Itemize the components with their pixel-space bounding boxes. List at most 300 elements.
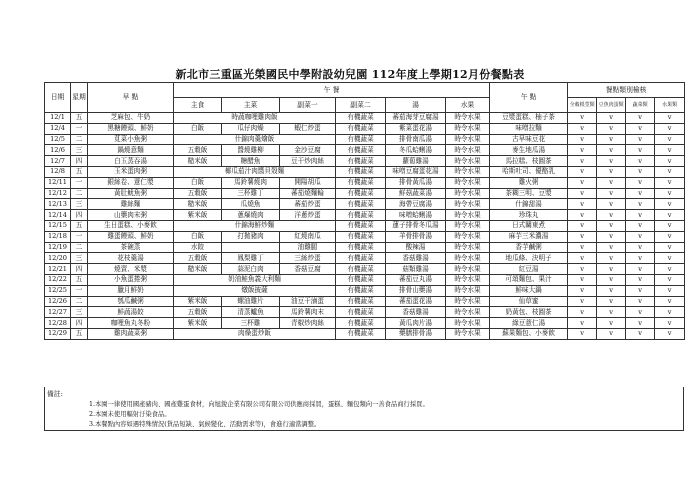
table-row (45, 177, 685, 188)
staple-cell: 白飯 (174, 177, 222, 188)
check-mark-cell: v (626, 177, 655, 188)
table-row (45, 188, 685, 199)
check-mark-cell: v (568, 145, 597, 156)
note-line: 2.本園未使用輻射汙染食品。 (89, 411, 171, 418)
check-mark-cell: v (597, 274, 626, 285)
check-mark-cell: v (597, 242, 626, 253)
weekday-cell: 三 (71, 145, 88, 156)
check-mark-cell: v (626, 328, 655, 339)
afternoon-snack-cell: 哈斯吐司、優酪乳 (490, 166, 568, 177)
afternoon-snack-cell: 香芋鹹粥 (490, 242, 568, 253)
side1-cell: 蝦仁炒蛋 (280, 123, 336, 134)
date-cell: 12/8 (45, 166, 71, 177)
table-row (45, 156, 685, 167)
table-row (45, 318, 685, 329)
check-mark-cell: v (568, 113, 597, 124)
side2-cell: 有機蔬菜 (336, 274, 386, 285)
afternoon-snack-cell: 綠豆薏仁湯 (490, 318, 568, 329)
staple-cell: 五穀飯 (174, 253, 222, 264)
soup-cell: 蘿蔔雞湯 (386, 156, 446, 167)
side2-cell: 有機蔬菜 (336, 285, 386, 296)
table-row (45, 231, 685, 242)
breakfast-cell: 雞絲麵 (88, 199, 174, 210)
header-fruit: 水果 (446, 98, 490, 113)
afternoon-snack-cell: 味噌拉麵 (490, 123, 568, 134)
side2-cell: 有機蔬菜 (336, 199, 386, 210)
breakfast-cell: 黃肚魷魚粥 (88, 188, 174, 199)
breakfast-cell: 生日蛋糕、小麥飲 (88, 220, 174, 231)
afternoon-snack-cell: 馬拉糕、枝圓茶 (490, 156, 568, 167)
weekday-cell: 三 (71, 307, 88, 318)
side1-cell: 青椒炒肉絲 (280, 318, 336, 329)
weekday-cell: 一 (71, 285, 88, 296)
table-row (45, 210, 685, 221)
side2-cell: 有機蔬菜 (336, 231, 386, 242)
fruit-cell: 時令水果 (446, 123, 490, 134)
header-side2: 副菜二 (336, 98, 386, 113)
date-cell: 12/28 (45, 318, 71, 329)
soup-cell: 排骨南瓜湯 (386, 134, 446, 145)
date-cell: 12/15 (45, 220, 71, 231)
table-row (45, 145, 685, 156)
weekday-cell: 四 (71, 264, 88, 275)
table-row (45, 285, 685, 296)
check-mark-cell: v (597, 220, 626, 231)
notes-box (44, 387, 684, 431)
breakfast-cell: 小魚蛋捲粥 (88, 274, 174, 285)
afternoon-snack-cell: 雞火粥 (490, 177, 568, 188)
soup-cell: 蕃茄海芽豆腐湯 (386, 113, 446, 124)
table-row (45, 328, 685, 339)
header-check-grains: 全穀根莖類 (568, 98, 597, 113)
fruit-cell: 時令水果 (446, 199, 490, 210)
check-mark-cell: v (626, 134, 655, 145)
table-row (45, 307, 685, 318)
date-cell: 12/27 (45, 307, 71, 318)
check-mark-cell: v (568, 188, 597, 199)
check-mark-cell: v (626, 285, 655, 296)
check-mark-cell: v (655, 156, 685, 167)
soup-cell: 蕃茄豆丸湯 (386, 274, 446, 285)
menu-table (44, 82, 685, 340)
afternoon-snack-cell: 奶黃包、枝圓茶 (490, 307, 568, 318)
side2-cell: 有機蔬菜 (336, 177, 386, 188)
fruit-cell: 時令水果 (446, 318, 490, 329)
weekday-cell: 二 (71, 296, 88, 307)
check-mark-cell: v (655, 210, 685, 221)
lunch-combined-cell: 燉飯披薩 (174, 285, 336, 296)
weekday-cell: 一 (71, 123, 88, 134)
check-mark-cell: v (655, 285, 685, 296)
check-mark-cell: v (568, 274, 597, 285)
side2-cell: 有機蔬菜 (336, 166, 386, 177)
check-mark-cell: v (597, 231, 626, 242)
breakfast-cell: 雞肉蔬菜粥 (88, 328, 174, 339)
weekday-cell: 五 (71, 220, 88, 231)
side1-cell: 洋蔥炒蛋 (280, 210, 336, 221)
table-row (45, 113, 685, 124)
check-mark-cell: v (568, 156, 597, 167)
fruit-cell: 時令水果 (446, 166, 490, 177)
check-mark-cell: v (626, 296, 655, 307)
check-mark-cell: v (597, 307, 626, 318)
date-cell: 12/5 (45, 134, 71, 145)
check-mark-cell: v (568, 296, 597, 307)
afternoon-snack-cell: 什錦甜湯 (490, 199, 568, 210)
soup-cell: 黃瓜肉片湯 (386, 318, 446, 329)
check-mark-cell: v (597, 113, 626, 124)
lunch-combined-cell: 肉燥蛋炒飯 (174, 328, 336, 339)
check-mark-cell: v (568, 253, 597, 264)
side2-cell: 有機蔬菜 (336, 188, 386, 199)
page-title: 新北市三重區光榮國民中學附設幼兒園 112年度上學期12月份餐點表 (175, 68, 525, 81)
check-mark-cell: v (626, 242, 655, 253)
check-mark-cell: v (568, 177, 597, 188)
side2-cell: 有機蔬菜 (336, 318, 386, 329)
afternoon-snack-cell: 鮮味大鍋 (490, 285, 568, 296)
check-mark-cell: v (568, 199, 597, 210)
check-mark-cell: v (597, 210, 626, 221)
soup-cell: 藥膳排骨湯 (386, 328, 446, 339)
check-mark-cell: v (568, 307, 597, 318)
staple-cell: 水餃 (174, 242, 222, 253)
date-cell: 12/4 (45, 123, 71, 134)
weekday-cell: 三 (71, 253, 88, 264)
check-mark-cell: v (626, 166, 655, 177)
weekday-cell: 一 (71, 177, 88, 188)
check-mark-cell: v (655, 274, 685, 285)
check-mark-cell: v (626, 253, 655, 264)
check-mark-cell: v (597, 156, 626, 167)
soup-cell: 羊骨排骨湯 (386, 231, 446, 242)
side1-cell: 油豆干滷蛋 (280, 296, 336, 307)
table-row (45, 199, 685, 210)
weekday-cell: 五 (71, 328, 88, 339)
date-cell: 12/19 (45, 242, 71, 253)
check-mark-cell: v (655, 113, 685, 124)
main-dish-cell: 打拋豬肉 (222, 231, 280, 242)
note-line: 3.本餐點內容如遇特殊情況(貨品短缺、氣候變化、活動需求等)，會進行適當調整。 (89, 421, 321, 428)
main-dish-cell: 蒜泥白肉 (222, 264, 280, 275)
breakfast-cell: 白玉蒸吞湯 (88, 156, 174, 167)
main-dish-cell: 醬燒雞柳 (222, 145, 280, 156)
staple-cell: 糙米飯 (174, 264, 222, 275)
date-cell: 12/14 (45, 210, 71, 221)
header-check: 餐點類別檢核 (568, 83, 685, 98)
staple-cell: 紫米飯 (174, 318, 222, 329)
main-dish-cell: 瓜燒魚 (222, 199, 280, 210)
weekday-cell: 三 (71, 199, 88, 210)
afternoon-snack-cell: 麻芋三米濃湯 (490, 231, 568, 242)
date-cell: 12/13 (45, 199, 71, 210)
lunch-combined-cell: 什錦海鮮炒麵 (174, 220, 336, 231)
main-dish-cell: 蔥爆燒肉 (222, 210, 280, 221)
weekday-cell: 四 (71, 318, 88, 329)
side2-cell: 有機蔬菜 (336, 134, 386, 145)
check-mark-cell: v (626, 220, 655, 231)
breakfast-cell: 山藥肉末粥 (88, 210, 174, 221)
main-dish-cell: 螺油雞片 (222, 296, 280, 307)
soup-cell: 蓮子排骨冬瓜湯 (386, 220, 446, 231)
fruit-cell: 時令水果 (446, 220, 490, 231)
header-soup: 湯 (386, 98, 446, 113)
weekday-cell: 五 (71, 113, 88, 124)
soup-cell: 香菇雞湯 (386, 307, 446, 318)
date-cell: 12/26 (45, 296, 71, 307)
fruit-cell: 時令水果 (446, 210, 490, 221)
check-mark-cell: v (626, 145, 655, 156)
side1-cell: 蕃茄燒麵輪 (280, 188, 336, 199)
staple-cell: 糙米飯 (174, 156, 222, 167)
check-mark-cell: v (568, 123, 597, 134)
date-cell: 12/29 (45, 328, 71, 339)
afternoon-snack-cell: 茶糊三明、豆漿 (490, 188, 568, 199)
weekday-cell: 二 (71, 242, 88, 253)
notes-label: 備註: (47, 390, 63, 398)
main-dish-cell: 三杯雞 (222, 318, 280, 329)
soup-cell: 味噌蛤蜊湯 (386, 210, 446, 221)
check-mark-cell: v (655, 145, 685, 156)
side2-cell: 有機蔬菜 (336, 328, 386, 339)
check-mark-cell: v (655, 134, 685, 145)
breakfast-cell: 鮮蔬湯餃 (88, 307, 174, 318)
header-date: 日期 (45, 83, 71, 113)
check-mark-cell: v (568, 318, 597, 329)
check-mark-cell: v (626, 264, 655, 275)
lunch-combined-cell: 什錦肉羹燴飯 (174, 134, 336, 145)
check-mark-cell: v (655, 166, 685, 177)
header-staple: 主食 (174, 98, 222, 113)
check-mark-cell: v (597, 199, 626, 210)
check-mark-cell: v (568, 220, 597, 231)
table-row (45, 166, 685, 177)
breakfast-cell: 花枝羹湯 (88, 253, 174, 264)
breakfast-cell: 芝麻包、牛奶 (88, 113, 174, 124)
main-dish-cell: 三杯雞丁 (222, 188, 280, 199)
check-mark-cell: v (568, 166, 597, 177)
check-mark-cell: v (655, 231, 685, 242)
header-afternoon: 午 點 (490, 83, 568, 113)
check-mark-cell: v (655, 253, 685, 264)
check-mark-cell: v (626, 318, 655, 329)
check-mark-cell: v (568, 231, 597, 242)
check-mark-cell: v (568, 285, 597, 296)
afternoon-snack-cell: 仙草蜜 (490, 296, 568, 307)
date-cell: 12/22 (45, 274, 71, 285)
fruit-cell: 時令水果 (446, 113, 490, 124)
check-mark-cell: v (626, 274, 655, 285)
weekday-cell: 五 (71, 166, 88, 177)
weekday-cell: 一 (71, 231, 88, 242)
side1-cell: 開陽胡瓜 (280, 177, 336, 188)
breakfast-cell: 鍋燒意麵 (88, 145, 174, 156)
check-mark-cell: v (626, 156, 655, 167)
afternoon-snack-cell: 地瓜條、決明子 (490, 253, 568, 264)
check-mark-cell: v (655, 177, 685, 188)
side1-cell: 金沙豆腐 (280, 145, 336, 156)
header-side1: 副菜一 (280, 98, 336, 113)
check-mark-cell: v (597, 134, 626, 145)
check-mark-cell: v (597, 253, 626, 264)
side1-cell: 紅燒南瓜 (280, 231, 336, 242)
date-cell: 12/20 (45, 253, 71, 264)
staple-cell: 五穀飯 (174, 307, 222, 318)
side2-cell: 有機蔬菜 (336, 220, 386, 231)
check-mark-cell: v (568, 242, 597, 253)
side2-cell: 有機蔬菜 (336, 242, 386, 253)
check-mark-cell: v (655, 242, 685, 253)
check-mark-cell: v (655, 318, 685, 329)
staple-cell: 糙米飯 (174, 199, 222, 210)
check-mark-cell: v (597, 188, 626, 199)
table-row (45, 274, 685, 285)
soup-cell: 紫菜蛋花湯 (386, 123, 446, 134)
fruit-cell: 時令水果 (446, 264, 490, 275)
soup-cell: 菇類雞湯 (386, 264, 446, 275)
check-mark-cell: v (655, 188, 685, 199)
side1-cell: 豆干炒肉絲 (280, 156, 336, 167)
lunch-combined-cell: 椰瓜茄汁肉醬貝殼麵 (174, 166, 336, 177)
breakfast-cell: 瓠瓜鹹粥 (88, 296, 174, 307)
fruit-cell: 時令水果 (446, 231, 490, 242)
soup-cell: 冬瓜蛤蜊湯 (386, 145, 446, 156)
afternoon-snack-cell: 古早味豆花 (490, 134, 568, 145)
date-cell: 12/11 (45, 177, 71, 188)
soup-cell: 排骨黃瓜湯 (386, 177, 446, 188)
soup-cell: 蕃茄蛋花湯 (386, 296, 446, 307)
main-dish-cell: 糖醋魚 (222, 156, 280, 167)
afternoon-snack-cell: 日式關東煮 (490, 220, 568, 231)
side2-cell: 有機蔬菜 (336, 145, 386, 156)
table-row (45, 296, 685, 307)
soup-cell: 海帶豆腐湯 (386, 199, 446, 210)
fruit-cell: 時令水果 (446, 307, 490, 318)
lunch-combined-cell: 奶油鮭魚義大利麵 (174, 274, 336, 285)
breakfast-cell: 咖哩魚丸冬粉 (88, 318, 174, 329)
fruit-cell: 時令水果 (446, 156, 490, 167)
staple-cell: 五穀飯 (174, 145, 222, 156)
afternoon-snack-cell: 蘇果麵包、小麥飲 (490, 328, 568, 339)
check-mark-cell: v (626, 199, 655, 210)
check-mark-cell: v (626, 188, 655, 199)
lunch-combined-cell: 時蔬咖哩雞肉飯 (174, 113, 336, 124)
date-cell: 12/7 (45, 156, 71, 167)
fruit-cell: 時令水果 (446, 188, 490, 199)
staple-cell: 紫米飯 (174, 296, 222, 307)
check-mark-cell: v (655, 307, 685, 318)
check-mark-cell: v (655, 199, 685, 210)
date-cell: 12/25 (45, 285, 71, 296)
check-mark-cell: v (626, 210, 655, 221)
check-mark-cell: v (597, 145, 626, 156)
weekday-cell: 五 (71, 274, 88, 285)
staple-cell: 白飯 (174, 123, 222, 134)
side2-cell: 有機蔬菜 (336, 123, 386, 134)
check-mark-cell: v (655, 123, 685, 134)
note-line: 1.本園一律使用國產豬肉、國產雞蛋食材，向旭銳企業有限公司有限公司供應商採買，蛋糕、麵包類向一善食品商行採買。 (89, 401, 429, 408)
date-cell: 12/18 (45, 231, 71, 242)
side2-cell: 有機蔬菜 (336, 307, 386, 318)
check-mark-cell: v (597, 296, 626, 307)
side1-cell: 三絲炒蛋 (280, 253, 336, 264)
afternoon-snack-cell: 珍珠丸 (490, 210, 568, 221)
soup-cell: 味噌豆腐蛋花湯 (386, 166, 446, 177)
check-mark-cell: v (626, 123, 655, 134)
side1-cell: 油雞腿 (280, 242, 336, 253)
header-check-fruit: 水果類 (655, 98, 685, 113)
breakfast-cell: 莧菜小魚粥 (88, 134, 174, 145)
date-cell: 12/1 (45, 113, 71, 124)
side2-cell: 有機蔬菜 (336, 156, 386, 167)
table-row (45, 242, 685, 253)
check-mark-cell: v (597, 328, 626, 339)
weekday-cell: 四 (71, 210, 88, 221)
fruit-cell: 時令水果 (446, 134, 490, 145)
date-cell: 12/6 (45, 145, 71, 156)
afternoon-snack-cell: 豆漿蛋糕、柚子茶 (490, 113, 568, 124)
header-row-top (45, 83, 685, 98)
table-row (45, 220, 685, 231)
check-mark-cell: v (568, 134, 597, 145)
header-weekday: 星期 (71, 83, 88, 113)
check-mark-cell: v (597, 285, 626, 296)
date-cell: 12/12 (45, 188, 71, 199)
staple-cell: 五穀飯 (174, 188, 222, 199)
side2-cell: 有機蔬菜 (336, 210, 386, 221)
fruit-cell: 時令水果 (446, 177, 490, 188)
date-cell: 12/21 (45, 264, 71, 275)
soup-cell: 鮮菇蔬菜湯 (386, 188, 446, 199)
header-main-dish: 主菜 (222, 98, 280, 113)
soup-cell: 香菇雞湯 (386, 253, 446, 264)
side1-cell: 馬鈴薯肉末 (280, 307, 336, 318)
main-dish-cell: 清蒸鱸魚 (222, 307, 280, 318)
afternoon-snack-cell: 紅豆湯 (490, 264, 568, 275)
breakfast-cell: 燒賣、米漿 (88, 264, 174, 275)
side2-cell: 有機蔬菜 (336, 253, 386, 264)
side2-cell: 有機蔬菜 (336, 296, 386, 307)
weekday-cell: 二 (71, 188, 88, 199)
fruit-cell: 時令水果 (446, 253, 490, 264)
afternoon-snack-cell: 可頌麵包、果汁 (490, 274, 568, 285)
fruit-cell: 時令水果 (446, 242, 490, 253)
staple-cell: 白飯 (174, 231, 222, 242)
header-check-vegetable: 蔬菜類 (626, 98, 655, 113)
staple-cell: 紫米飯 (174, 210, 222, 221)
side2-cell: 有機蔬菜 (336, 264, 386, 275)
fruit-cell: 時令水果 (446, 145, 490, 156)
check-mark-cell: v (597, 123, 626, 134)
table-row (45, 253, 685, 264)
side1-cell: 蕃茄炒蛋 (280, 199, 336, 210)
check-mark-cell: v (568, 328, 597, 339)
check-mark-cell: v (568, 264, 597, 275)
main-dish-cell: 鳳梨雞丁 (222, 253, 280, 264)
check-mark-cell: v (597, 318, 626, 329)
check-mark-cell: v (626, 307, 655, 318)
fruit-cell: 時令水果 (446, 296, 490, 307)
fruit-cell: 時令水果 (446, 274, 490, 285)
main-dish-cell: 馬鈴薯燒肉 (222, 177, 280, 188)
breakfast-cell: 臘月鮮奶 (88, 285, 174, 296)
header-breakfast: 早 點 (88, 83, 174, 113)
breakfast-cell: 玉米蛋肉粥 (88, 166, 174, 177)
soup-cell: 酸辣湯 (386, 242, 446, 253)
table-row (45, 134, 685, 145)
breakfast-cell: 茶碗蒸 (88, 242, 174, 253)
fruit-cell: 時令水果 (446, 328, 490, 339)
weekday-cell: 二 (71, 134, 88, 145)
